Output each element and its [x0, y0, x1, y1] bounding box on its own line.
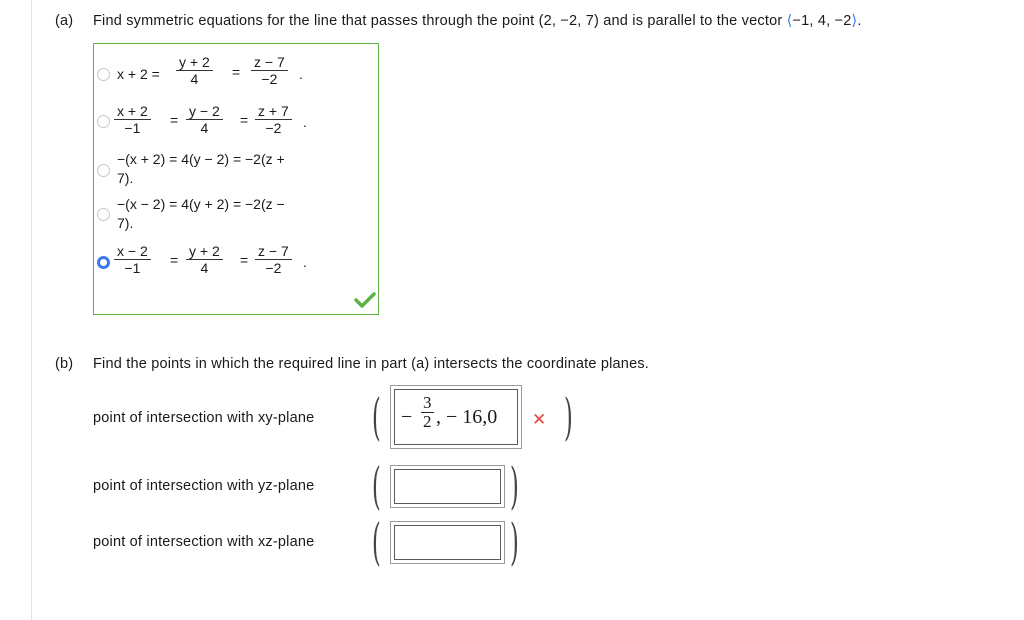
part-a-question: Find symmetric equations for the line that passes through the point (2, −2, 7) and is parallel to the vector ⟨−1, 4, −2⟩. — [93, 13, 862, 29]
xy-answer-minus: − — [401, 406, 413, 428]
option-3-line-2: 7). — [117, 170, 134, 186]
part-a-label: (a) — [55, 13, 74, 29]
xz-plane-label: point of intersection with xz-plane — [93, 534, 315, 550]
yz-plane-label: point of intersection with yz-plane — [93, 478, 315, 494]
left-margin-rule — [31, 0, 32, 620]
xz-open-paren: ( — [372, 513, 381, 571]
xy-plane-label: point of intersection with xy-plane — [93, 410, 315, 426]
option-3-line-1: −(x + 2) = 4(y − 2) = −2(z + — [117, 151, 285, 167]
option-2-radio[interactable] — [97, 115, 110, 128]
option-2-equals-1: = — [170, 112, 179, 128]
xz-plane-answer-container — [390, 521, 505, 564]
option-5-equals-2: = — [240, 252, 249, 268]
xy-open-paren: ( — [372, 388, 381, 446]
xy-answer-rest: , − 16,0 — [436, 406, 498, 428]
option-2-fraction-x: $\frac{x + 2}{-1}$ — [114, 103, 151, 136]
option-4-line-2: 7). — [117, 215, 134, 231]
xy-plane-answer-input[interactable] — [394, 389, 518, 445]
option-5-equals-1: = — [170, 252, 179, 268]
yz-open-paren: ( — [372, 457, 381, 515]
xz-plane-answer-input[interactable] — [394, 525, 501, 560]
xy-close-paren: ) — [564, 388, 573, 446]
option-5-fraction-x: $\frac{x - 2}{-1}$ — [114, 243, 151, 276]
x-mark-icon: ✕ — [532, 410, 547, 429]
option-3-radio[interactable] — [97, 164, 110, 177]
option-4-line-1: −(x − 2) = 4(y + 2) = −2(z − — [117, 196, 285, 212]
option-1-lhs: x + 2 = — [117, 66, 160, 82]
xy-answer-fraction: 3 2 — [423, 393, 432, 431]
option-2-fraction-y: $\frac{y - 2}{4}$ — [186, 103, 223, 136]
option-5-radio-selected[interactable] — [97, 256, 110, 269]
option-1-fraction-z: $\frac{z - 7}{-2}$ — [251, 54, 288, 87]
option-1-radio[interactable] — [97, 68, 110, 81]
option-2-fraction-z: $\frac{z + 7}{-2}$ — [255, 103, 292, 136]
xy-plane-answer-container — [390, 385, 522, 449]
option-2-period: . — [303, 114, 307, 130]
option-4-radio[interactable] — [97, 208, 110, 221]
option-5-period: . — [303, 254, 307, 270]
yz-plane-answer-input[interactable] — [394, 469, 501, 504]
option-5-fraction-y: $\frac{y + 2}{4}$ — [186, 243, 223, 276]
answer-choices-box — [93, 43, 379, 315]
option-5-fraction-z: $\frac{z - 7}{-2}$ — [255, 243, 292, 276]
xz-close-paren: ) — [510, 513, 519, 571]
option-1-period: . — [299, 66, 303, 82]
part-b-label: (b) — [55, 356, 74, 372]
yz-plane-answer-container — [390, 465, 505, 508]
option-1-fraction-y: $\frac{y + 2}{4}$ — [176, 54, 213, 87]
option-2-equals-2: = — [240, 112, 249, 128]
yz-close-paren: ) — [510, 457, 519, 515]
part-b-question: Find the points in which the required line in part (a) intersects the coordinate planes. — [93, 356, 650, 372]
checkmark-icon — [354, 292, 376, 308]
option-1-equals: = — [232, 64, 241, 80]
